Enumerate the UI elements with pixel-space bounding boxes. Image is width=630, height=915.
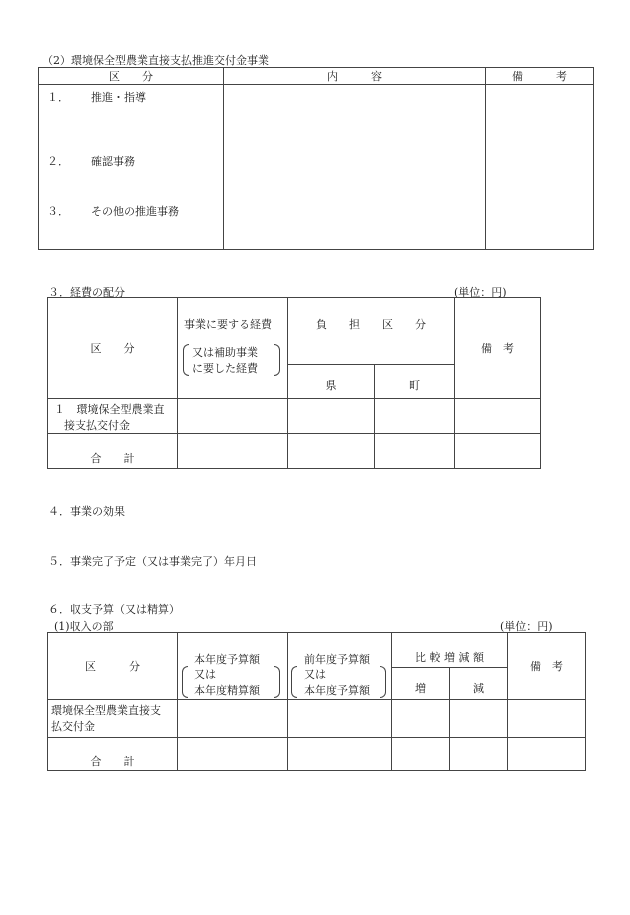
s6-prev-line3: 本年度予算額	[304, 684, 370, 697]
s3-burden-label: 負 担 区 分	[316, 318, 426, 331]
s3-row1-text-b: 接支払交付金	[64, 419, 130, 432]
item-2-label: 確認事務	[91, 155, 135, 168]
item-3-label: その他の推進事務	[91, 205, 179, 218]
s3-header-kubun: 区 分	[48, 298, 178, 399]
s6-header-kubun: 区 分	[48, 633, 178, 700]
s3-paren-right	[274, 344, 280, 376]
s6-cur-line2: 又は	[194, 668, 216, 681]
section4-title: ４．事業の効果	[48, 505, 125, 518]
s3-row1-label	[48, 399, 178, 434]
s6-row1-text-a: 環境保全型農業直接支	[51, 704, 161, 717]
s6-prev-paren-left	[291, 666, 297, 698]
s3-cost-line3: に要した経費	[192, 362, 258, 375]
s3-paren-left	[183, 344, 189, 376]
section2-items-cell	[39, 85, 224, 250]
s3-header-cost	[178, 298, 288, 399]
item-3-no: ３．	[47, 205, 69, 218]
s3-cost-line1: 事業に要する経費	[184, 318, 272, 331]
section6-subtitle: (1)収入の部	[54, 620, 114, 633]
s6-row1-label	[48, 700, 178, 738]
s3-header-ken: 県	[288, 364, 375, 398]
item-2-no: ２．	[47, 155, 69, 168]
s6-header-bikou: 備 考	[508, 633, 586, 700]
s6-header-current	[178, 633, 288, 700]
section6-title: ６．収支予算（又は精算）	[48, 603, 180, 616]
item-1-no: １．	[47, 91, 69, 104]
header-bikou: 備 考	[486, 68, 594, 85]
s3-row1-no: １	[54, 403, 65, 416]
s6-prev-line2: 又は	[304, 668, 326, 681]
section6-unit: (単位：円)	[500, 620, 553, 633]
s6-header-dec: 減	[450, 667, 508, 700]
s6-header-diff: 比 較 増 減 額	[392, 633, 508, 668]
naiyou-cell	[224, 85, 486, 250]
s6-header-previous	[288, 633, 392, 700]
s6-prev-line1: 前年度予算額	[304, 653, 370, 666]
item-1-label: 推進・指導	[91, 91, 146, 104]
section3-title: ３．経費の配分	[48, 286, 125, 299]
s6-cur-line1: 本年度予算額	[194, 653, 260, 666]
section5-title: ５．事業完了予定（又は事業完了）年月日	[48, 555, 257, 568]
section3-table	[47, 297, 541, 469]
s6-cur-line3: 本年度精算額	[194, 684, 260, 697]
s6-header-inc: 増	[392, 667, 450, 700]
s3-header-burden	[288, 298, 455, 365]
header-naiyou: 内 容	[224, 68, 486, 85]
section6-table	[47, 632, 586, 771]
s3-header-machi: 町	[375, 364, 455, 398]
bikou-cell	[486, 85, 594, 250]
s3-header-bikou: 備 考	[455, 298, 541, 399]
s6-total-label: 合 計	[48, 738, 178, 771]
s6-cur-paren-left	[182, 666, 188, 698]
s3-row1-text-a: 環境保全型農業直	[76, 403, 165, 416]
s3-total-label: 合 計	[48, 434, 178, 469]
s3-cost-line2: 又は補助事業	[192, 346, 258, 359]
s6-prev-paren-right	[380, 666, 386, 698]
section2-title: （2）環境保全型農業直接支払推進交付金事業	[42, 54, 269, 67]
section3-unit: (単位：円)	[454, 286, 507, 299]
s6-row1-text-b: 払交付金	[51, 720, 95, 733]
section2-table	[38, 67, 594, 250]
s6-cur-paren-right	[274, 666, 280, 698]
header-kubun: 区 分	[39, 68, 224, 85]
